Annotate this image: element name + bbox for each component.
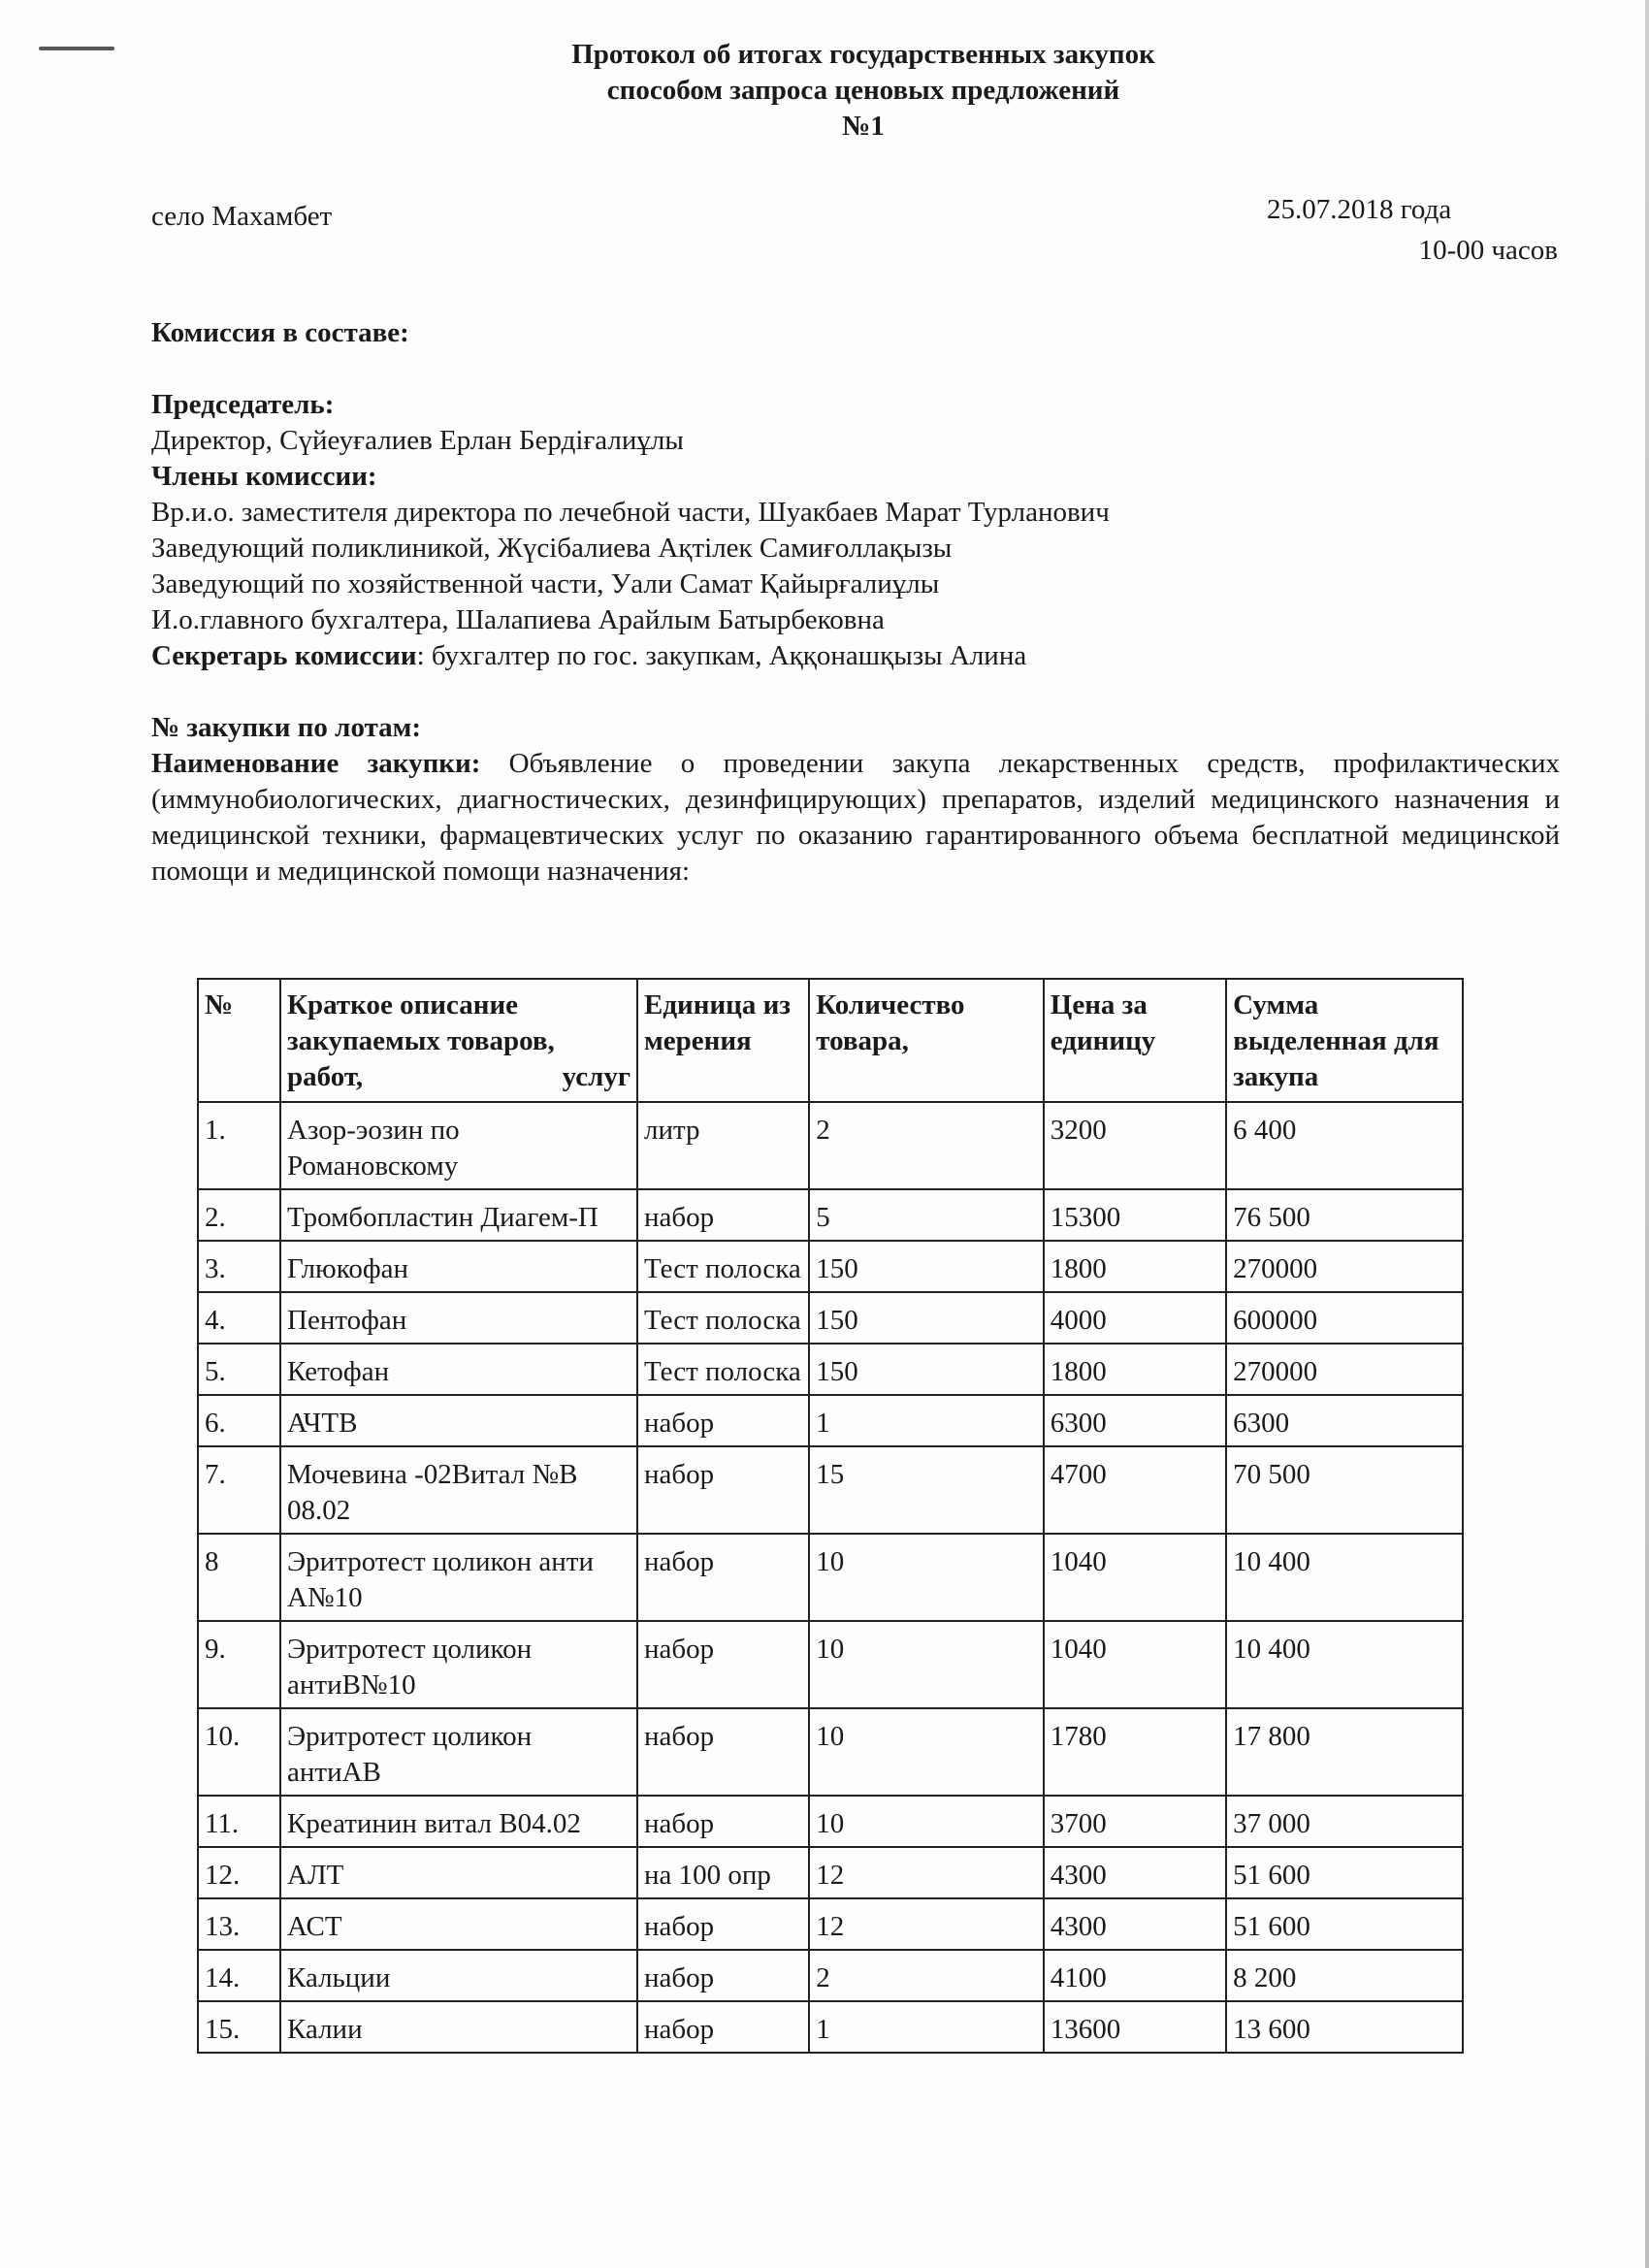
cell-qty: 15 — [809, 1446, 1044, 1534]
cell-no: 15. — [198, 2001, 280, 2053]
cell-qty: 2 — [809, 1102, 1044, 1189]
cell-no: 6. — [198, 1395, 280, 1446]
cell-qty: 2 — [809, 1950, 1044, 2001]
scan-edge — [1645, 0, 1649, 2268]
lot-label: № закупки по лотам: — [151, 712, 422, 743]
cell-unit: Тест полоска — [637, 1344, 809, 1395]
cell-desc: Глюкофан — [280, 1241, 637, 1292]
table-row — [198, 1708, 1463, 1796]
cell-unit: Тест полоска — [637, 1241, 809, 1292]
cell-no: 14. — [198, 1950, 280, 2001]
cell-qty: 1 — [809, 1395, 1044, 1446]
cell-qty: 150 — [809, 1241, 1044, 1292]
cell-sum: 8 200 — [1226, 1950, 1463, 2001]
cell-qty: 10 — [809, 1796, 1044, 1847]
header-unit: Единица измерения — [637, 979, 809, 1102]
member-1: Вр.и.о. заместителя директора по лечебной части, Шуакбаев Марат Турланович — [151, 497, 1110, 528]
cell-price: 3200 — [1044, 1102, 1226, 1189]
cell-desc: Эритротест цоликон антиВ№10 — [280, 1621, 637, 1708]
cell-no: 4. — [198, 1292, 280, 1344]
cell-desc: АЧТВ — [280, 1395, 637, 1446]
commission-section — [151, 315, 1560, 890]
secretary-label: Секретарь комиссии — [151, 640, 417, 671]
cell-price: 13600 — [1044, 2001, 1226, 2053]
cell-desc: Эритротест цоликон антиАВ — [280, 1708, 637, 1796]
table-row — [198, 1847, 1463, 1898]
cell-no: 5. — [198, 1344, 280, 1395]
cell-qty: 12 — [809, 1847, 1044, 1898]
title-line-3: №1 — [842, 111, 885, 142]
member-2: Заведующий поликлиникой, Жүсібалиева Ақтілек Самиғоллақызы — [151, 533, 953, 564]
cell-no: 1. — [198, 1102, 280, 1189]
cell-qty: 5 — [809, 1189, 1044, 1241]
document-title — [0, 37, 1649, 145]
cell-qty: 150 — [809, 1344, 1044, 1395]
cell-unit: набор — [637, 1898, 809, 1950]
cell-unit: набор — [637, 1189, 809, 1241]
cell-desc: АСТ — [280, 1898, 637, 1950]
cell-unit: набор — [637, 1708, 809, 1796]
cell-sum: 10 400 — [1226, 1534, 1463, 1621]
place: село Махамбет — [151, 201, 333, 232]
cell-no: 8 — [198, 1534, 280, 1621]
secretary: : бухгалтер по гос. закупкам, Аққонашқызы Алина — [416, 640, 1027, 671]
cell-no: 7. — [198, 1446, 280, 1534]
cell-price: 6300 — [1044, 1395, 1226, 1446]
header-qty: Количество товара, — [809, 979, 1044, 1102]
cell-sum: 600000 — [1226, 1292, 1463, 1344]
cell-unit: набор — [637, 1446, 809, 1534]
chair: Директор, Сүйеуғалиев Ерлан Бердіғалиұлы — [151, 425, 684, 456]
table-row — [198, 1621, 1463, 1708]
cell-sum: 270000 — [1226, 1241, 1463, 1292]
cell-price: 15300 — [1044, 1189, 1226, 1241]
table-row — [198, 1395, 1463, 1446]
title-line-2: способом запроса ценовых предложений — [606, 75, 1120, 106]
table-row — [198, 1189, 1463, 1241]
table-row — [198, 1446, 1463, 1534]
header-desc: Краткое описание закупаемых товаров, работ, услуг — [280, 979, 637, 1102]
cell-desc: Кальции — [280, 1950, 637, 2001]
cell-desc: Тромбопластин Диагем-П — [280, 1189, 637, 1241]
table-row — [198, 1796, 1463, 1847]
cell-desc: АЛТ — [280, 1847, 637, 1898]
cell-sum: 51 600 — [1226, 1847, 1463, 1898]
cell-qty: 10 — [809, 1708, 1044, 1796]
table-header-row — [198, 979, 1463, 1102]
date: 25.07.2018 года — [1267, 194, 1452, 225]
cell-no: 11. — [198, 1796, 280, 1847]
cell-price: 1040 — [1044, 1621, 1226, 1708]
cell-unit: набор — [637, 1534, 809, 1621]
cell-sum: 10 400 — [1226, 1621, 1463, 1708]
cell-qty: 12 — [809, 1898, 1044, 1950]
cell-qty: 10 — [809, 1621, 1044, 1708]
members-label: Члены комиссии: — [151, 461, 377, 492]
table-row — [198, 1344, 1463, 1395]
member-3: Заведующий по хозяйственной части, Уали Самат Қайырғалиұлы — [151, 568, 940, 599]
table-row — [198, 1102, 1463, 1189]
header-sum: Сумма выделенная для закупа — [1226, 979, 1463, 1102]
cell-price: 4300 — [1044, 1847, 1226, 1898]
cell-desc: Калии — [280, 2001, 637, 2053]
cell-unit: набор — [637, 1395, 809, 1446]
cell-unit: на 100 опр — [637, 1847, 809, 1898]
secretary-line — [151, 638, 1560, 674]
cell-price: 4300 — [1044, 1898, 1226, 1950]
table-row — [198, 1950, 1463, 2001]
cell-no: 10. — [198, 1708, 280, 1796]
cell-price: 4000 — [1044, 1292, 1226, 1344]
cell-price: 1780 — [1044, 1708, 1226, 1796]
cell-desc: Азор-эозин по Романовскому — [280, 1102, 637, 1189]
cell-desc: Креатинин витал В04.02 — [280, 1796, 637, 1847]
cell-sum: 70 500 — [1226, 1446, 1463, 1534]
cell-price: 1040 — [1044, 1534, 1226, 1621]
cell-sum: 17 800 — [1226, 1708, 1463, 1796]
purchase-name — [151, 746, 1560, 890]
cell-unit: набор — [637, 1950, 809, 2001]
cell-price: 1800 — [1044, 1344, 1226, 1395]
header-no: № — [198, 979, 280, 1102]
cell-desc: Мочевина -02Витал №В 08.02 — [280, 1446, 637, 1534]
purchase-name-text: Объявление о проведении закупа лекарственных средств, профилактических (иммунобиологических, диагностических, дезинфицирующих) препаратов, изделий медицинского назначения и медицинской техники, фармацевтических услуг по оказанию гарантированного объема бесплатной медицинской помощи и медицинской помощи назначения: — [151, 748, 1560, 887]
table-row — [198, 1898, 1463, 1950]
cell-price: 4100 — [1044, 1950, 1226, 2001]
cell-unit: набор — [637, 1796, 809, 1847]
cell-no: 2. — [198, 1189, 280, 1241]
time: 10-00 часов — [1418, 235, 1558, 266]
lots-table — [197, 978, 1464, 2054]
cell-no: 3. — [198, 1241, 280, 1292]
cell-qty: 150 — [809, 1292, 1044, 1344]
title-line-1: Протокол об итогах государственных закупок — [571, 39, 1155, 70]
commission-heading: Комиссия в составе: — [151, 317, 409, 348]
cell-qty: 1 — [809, 2001, 1044, 2053]
cell-desc: Пентофан — [280, 1292, 637, 1344]
cell-price: 1800 — [1044, 1241, 1226, 1292]
purchase-name-label: Наименование закупки: — [151, 748, 481, 779]
cell-desc: Эритротест цоликон анти А№10 — [280, 1534, 637, 1621]
table-row — [198, 1241, 1463, 1292]
cell-sum: 6 400 — [1226, 1102, 1463, 1189]
cell-unit: литр — [637, 1102, 809, 1189]
chair-label: Председатель: — [151, 389, 335, 420]
cell-price: 3700 — [1044, 1796, 1226, 1847]
cell-unit: набор — [637, 2001, 809, 2053]
table-row — [198, 2001, 1463, 2053]
cell-desc: Кетофан — [280, 1344, 637, 1395]
cell-sum: 76 500 — [1226, 1189, 1463, 1241]
table-row — [198, 1292, 1463, 1344]
cell-sum: 13 600 — [1226, 2001, 1463, 2053]
cell-sum: 51 600 — [1226, 1898, 1463, 1950]
cell-no: 9. — [198, 1621, 280, 1708]
table-row — [198, 1534, 1463, 1621]
cell-no: 12. — [198, 1847, 280, 1898]
cell-qty: 10 — [809, 1534, 1044, 1621]
cell-sum: 6300 — [1226, 1395, 1463, 1446]
cell-unit: Тест полоска — [637, 1292, 809, 1344]
cell-sum: 37 000 — [1226, 1796, 1463, 1847]
member-4: И.о.главного бухгалтера, Шалапиева Арайлым Батырбековна — [151, 604, 885, 635]
cell-price: 4700 — [1044, 1446, 1226, 1534]
cell-no: 13. — [198, 1898, 280, 1950]
header-price: Цена за единицу — [1044, 979, 1226, 1102]
cell-sum: 270000 — [1226, 1344, 1463, 1395]
cell-unit: набор — [637, 1621, 809, 1708]
